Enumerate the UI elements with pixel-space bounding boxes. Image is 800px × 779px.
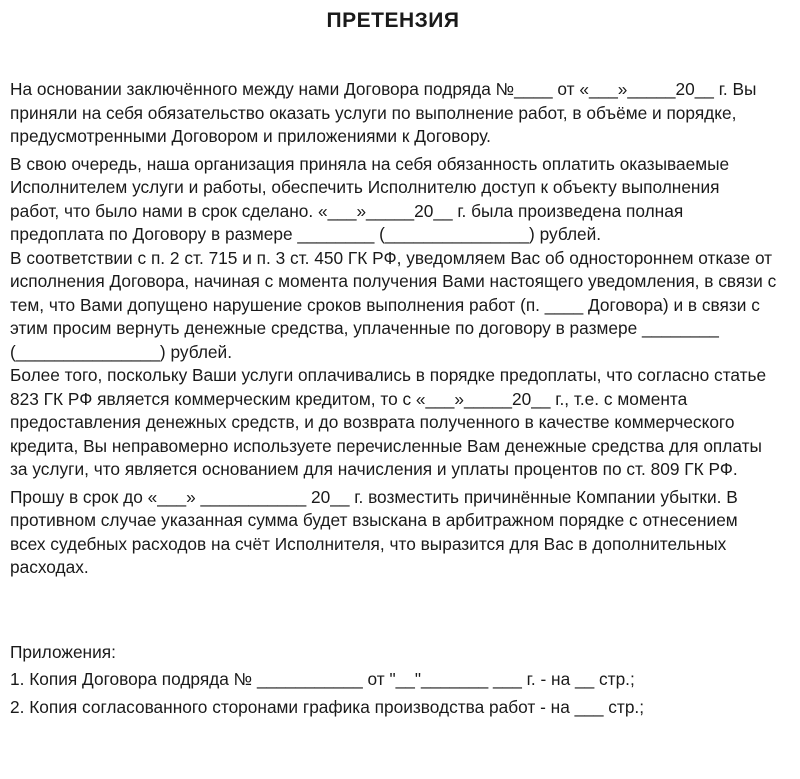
paragraph-1 — [10, 78, 776, 149]
text-line: предоплата по Договору в размере ________ (_______________) рублей. — [10, 224, 602, 244]
text-line: приняли на себя обязательство оказать услуги по выполнение работ, в объёме и порядке, — [10, 102, 737, 123]
text-line: На основании заключённого между нами Договора подряда №____ от «___»_____20__ г. Вы — [10, 79, 757, 99]
document-title: ПРЕТЕНЗИЯ — [326, 9, 460, 32]
text-line: исполнения Договора, начиная с момента получения Вами настоящего уведомления, в связи с — [10, 271, 776, 291]
appendix-heading: Приложения: — [10, 641, 116, 662]
appendix-section — [10, 641, 776, 720]
text-line: Исполнителем услуги и работы, обеспечить Исполнителю доступ к объекту выполнения — [10, 177, 720, 197]
paragraph-5 — [10, 486, 776, 580]
text-line: (_______________) рублей. — [10, 341, 232, 362]
text-line: В свою очередь, наша организация приняла на себя обязанность оплатить оказываемые — [10, 153, 730, 174]
text-line: противном случае указанная сумма будет взыскана в арбитражном порядке с отнесением — [10, 510, 738, 530]
text-line: В соответствии с п. 2 ст. 715 и п. 3 ст. 450 ГК РФ, уведомляем Вас об одностороннем отказе от — [10, 247, 773, 268]
document-body — [10, 78, 776, 719]
paragraph-4 — [10, 364, 776, 482]
text-line: работ, что было нами в срок сделано. «___»_____20__ г. была произведена полная — [10, 200, 684, 221]
appendix-item: 2. Копия согласованного сторонами графика производства работ - на ___ стр.; — [10, 696, 645, 717]
text-line: 823 ГК РФ является коммерческим кредитом, то с «___»_____20__ г., т.е. с момента — [10, 388, 688, 409]
text-line: кредита, Вы неправомерно используете перечисленные Вам денежные средства для оплаты — [10, 435, 762, 456]
text-line: этим просим вернуть денежные средства, уплаченные по договору в размере ________ — [10, 318, 719, 338]
text-line: тем, что Вами допущено нарушение сроков выполнения работ (п. ____ Договора) и в связи с — [10, 294, 760, 315]
text-line: Прошу в срок до «___» ___________ 20__ г. возместить причинённые Компании убытки. В — [10, 486, 738, 507]
text-line: всех судебных расходов на счёт Исполнителя, что выразится для Вас в дополнительных — [10, 533, 727, 554]
paragraph-2 — [10, 153, 776, 247]
paragraph-3 — [10, 247, 776, 365]
text-line: за услуги, что является основанием для начисления и уплаты процентов по ст. 809 ГК РФ. — [10, 459, 738, 479]
appendix-item: 1. Копия Договора подряда № ___________ от "__"_______ ___ г. - на __ стр.; — [10, 669, 635, 689]
text-line: предусмотренными Договором и приложениями к Договору. — [10, 126, 491, 146]
text-line: Более того, поскольку Ваши услуги оплачивались в порядке предоплаты, что согласно статье — [10, 365, 767, 385]
text-line: расходах. — [10, 557, 89, 577]
text-line: предоставления денежных средств, и до возврата полученного в качестве коммерческого — [10, 412, 735, 432]
